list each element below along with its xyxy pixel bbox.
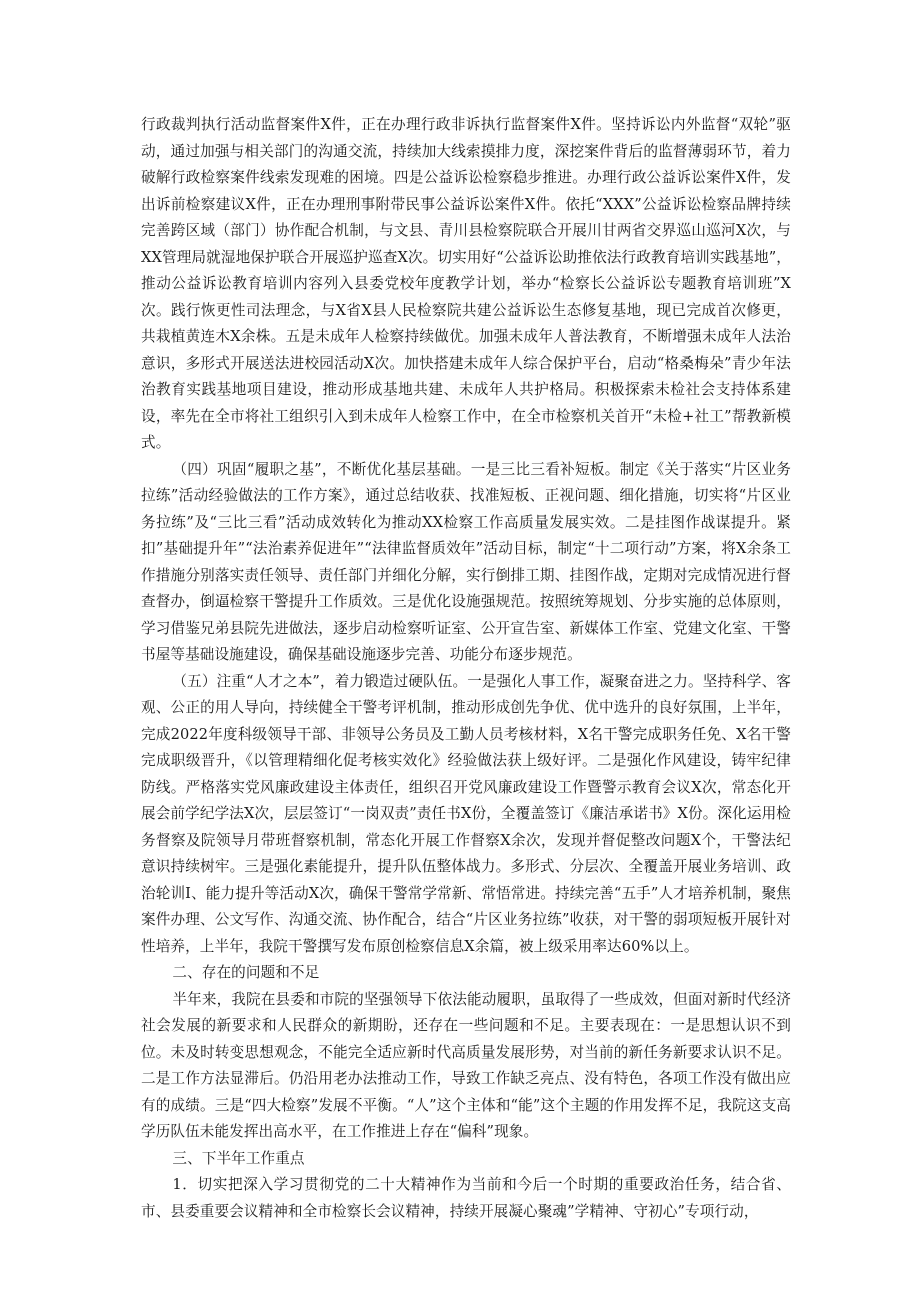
paragraph-section-4: （四）巩固“履职之基”，不断优化基层基础。一是三比三看补短板。制定《关于落实“片区业务拉练”活动经验做法的工作方案》，通过总结收获、找准短板、正视问题、细化措施，切实将“片区业务拉练”及“三比三看”活动成效转化为推动XX检察工作高质量发展实效。二是挂图作战谋提升。紧扣”基础提升年”“法治素养促进年”“法律监督质效年”活动目标，制定“十二项行动”方案，将X余条工作措施分别落实责任领导、责任部门并细化分解，实行倒排工期、挂图作战，定期对完成情况进行督查督办，倒逼检察干警提升工作质效。三是优化设施强规范。按照统筹规划、分步实施的总体原则，学习借鉴兄弟县院先进做法，逐步启动检察听证室、公开宣告室、新媒体工作室、党建文化室、干警书屋等基础设施建设，确保基础设施逐步完善、功能分布逐步规范。 — [141, 460, 791, 663]
paragraph-problems: 半年来，我院在县委和市院的坚强领导下依法能动履职，虽取得了一些成效，但面对新时代经济社会发展的新要求和人民群众的新期盼，还存在一些问题和不足。主要表现在：一是思想认识不到位。未及时转变思想观念，不能完全适应新时代高质量发展形势，对当前的新任务新要求认识不足。二是工作方法显滞后。仍沿用老办法推动工作，导致工作缺乏亮点、没有特色，各项工作没有做出应有的成绩。三是“四大检察”发展不平衡。“人”这个主体和“能”这个主题的作用发挥不足，我院这支高学历队伍未能发挥出高水平，在工作推进上存在“偏科”现象。 — [141, 990, 791, 1140]
heading-problems: 二、存在的问题和不足 — [172, 964, 320, 981]
document-body — [141, 112, 791, 1225]
paragraph-section-5: （五）注重“人才之本”，着力锻造过硬队伍。一是强化人事工作，凝聚奋进之力。坚持科学、客观、公正的用人导向，持续健全干警考评机制，推动形成创先争优、优中选升的良好氛围，上半年，完成2022年度科级领导干部、非领导公务员及工勤人员考核材料，X名干警完成职务任免、X名干警完成职级晋升，《以管理精细化促考核实效化》经验做法获上级好评。二是强化作风建设，铸牢纪律防线。严格落实党风廉政建设主体责任，组织召开党风廉政建设工作暨警示教育会议X次，常态化开展会前学纪学法X次，层层签订“一岗双责”责任书X份，全覆盖签订《廉洁承诺书》X份。深化运用检务督察及院领导月带班督察机制，常态化开展工作督察X余次，发现并督促整改问题X个，干警法纪意识持续树牢。三是强化素能提升，提升队伍整体战力。多形式、分层次、全覆盖开展业务培训、政治轮训I、能力提升等活动X次，确保干警常学常新、常悟常进。持续完善“五手”人才培养机制，聚焦案件办理、公文写作、沟通交流、协作配合，结合“片区业务拉练”收获，对干警的弱项短板开展针对性培养，上半年，我院干警撰写发布原创检察信息X余篇，被上级采用率达60%以上。 — [141, 672, 791, 955]
paragraph-continuation: 行政裁判执行活动监督案件X件，正在办理行政非诉执行监督案件X件。坚持诉讼内外监督“双轮”驱动，通过加强与相关部门的沟通交流，持续加大线索摸排力度，深挖案件背后的监督薄弱环节，着力破解行政检察案件线索发现难的困境。四是公益诉讼检察稳步推进。办理行政公益诉讼案件X件，发出诉前检察建议X件，正在办理刑事附带民事公益诉讼案件X件。依托“XXX”公益诉讼检察品牌持续完善跨区域（部门）协作配合机制，与文县、青川县检察院联合开展川甘两省交界巡山巡河X次，与XX管理局就湿地保护联合开展巡护巡查X次。切实用好“公益诉讼助推依法行政教育培训实践基地”，推动公益诉讼教育培训内容列入县委党校年度教学计划，举办“检察长公益诉讼专题教育培训班”X次。践行恢更性司法理念，与X省X县人民检察院共建公益诉讼生态修复基地，现已完成首次修更，共栽植黄连木X余株。五是未成年人检察持续做优。加强未成年人普法教育，不断增强未成年人法治意识，多形式开展送法进校园活动X次。加快搭建未成年人综合保护平台，启动“格桑梅朵”青少年法治教育实践基地项目建设，推动形成基地共建、未成年人共护格局。积极探索未检社会支持体系建设，率先在全市将社工组织引入到未成年人检察工作中，在全市检察机关首开“未检+社工”帮教新模式。 — [141, 116, 791, 451]
paragraph-item-1: 1．切实把深入学习贯彻党的二十大精神作为当前和今后一个时期的重要政治任务，结合省、市、县委重要会议精神和全市检察长会议精神，持续开展凝心聚魂”学精神、守初心”专项行动， — [141, 1176, 791, 1220]
heading-next-half-year: 三、下半年工作重点 — [172, 1149, 305, 1167]
